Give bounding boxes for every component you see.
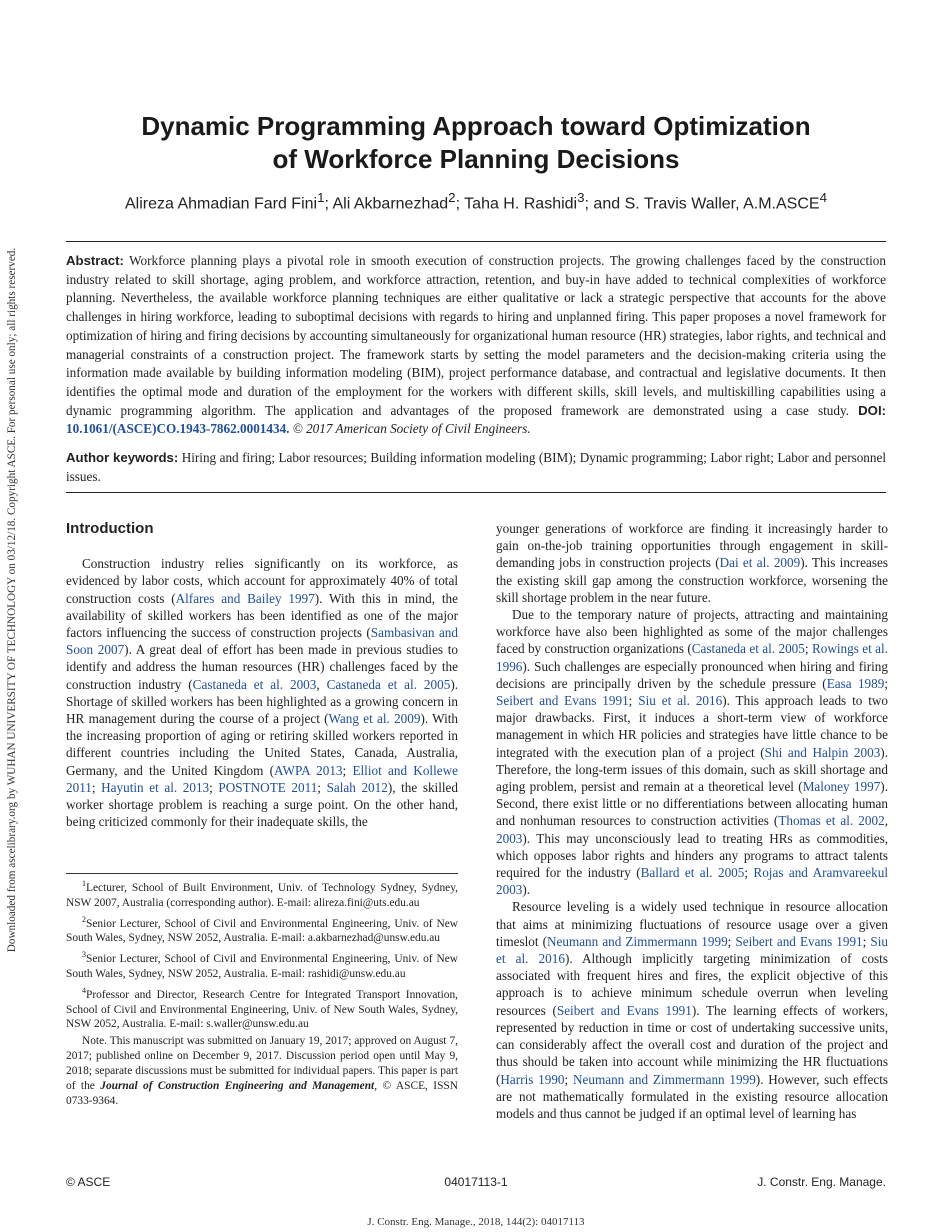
citation-link[interactable]: Thomas et al. 2002 (778, 813, 885, 829)
author-4-mark: 4 (819, 190, 827, 205)
citation-link[interactable]: Wang et al. 2009 (328, 711, 421, 727)
author-1: Alireza Ahmadian Fard Fini (124, 195, 318, 213)
author-3-mark: 3 (577, 190, 585, 205)
abstract-bottom-rule (66, 492, 886, 493)
intro-paragraph-1: Construction industry relies significantly on its workforce, as evidenced by labor costs, which account for approximately 40% of total construction costs (Alfares and Bailey 1997). With this in mind, the availability of skilled workers has been identified as one of the major factors influencing the success of construction projects (Sambasivan and Soon 2007). A great deal of effort has been made in previous studies to identify and address the human resources (HR) challenges faced by the construction industry (Castaneda et al. 2003, Castaneda et al. 2005). Shortage of skilled workers has been highlighted as a growing concern in HR management during the course of a project (Wang et al. 2009). With the increasing proportion of aging or retiring skilled workers reported in different countries including the United States, Canada, Australia, Germany, and the United Kingdom (AWPA 2013; Elliot and Kollewe 2011; Hayutin et al. 2013; POSTNOTE 2011; Salah 2012), the skilled worker shortage problem is reaching a surge point. On the other hand, being criticized commonly for their inadequate skills, the (66, 556, 459, 830)
citation-link[interactable]: Neumann and Zimmermann 1999 (546, 933, 728, 949)
footer-copyright: © ASCE (66, 1175, 111, 1189)
abstract-text: Workforce planning plays a pivotal role in smooth execution of construction projects. The growing challenges faced by the construction industry related to skill shortage, aging problem, and workforce attraction, retention, and buy-in have added to technical complexities of workforce planning. Nevertheless, the available workforce planning techniques are either qualitative or lack a strategic perspective that accounts for the above challenges in hiring workforce, leading to suboptimal decisions with regards to hiring and unplanned firing. This paper proposes a novel framework for optimization of hiring and firing decisions by accounting simultaneously for organizational human resource (HR) strategies, labor rights, and technical and managerial constraints of a construction project. The framework starts by setting the model parameters and the decision-making criteria using the information made available by building information modeling (BIM), project performance database, and contractual and legislative documents. It then identifies the optimal mode and duration of the employment for the workers with different skills, skill levels, and multiskilling capabilities using a dynamic programming algorithm. The application and advantages of the proposed framework are demonstrated using a case study. (66, 253, 886, 418)
intro-paragraph-continued: younger generations of workforce are finding it increasingly harder to gain on-the-job training opportunities through engagement in skill-demanding jobs in construction projects (Dai et al. 2009). This increases the existing skill gap among the construction workforce, worsening the skill shortage problem in the near future. (496, 521, 888, 605)
author-2: ; Ali Akbarnezhad (324, 195, 449, 213)
journal-name: Journal of Construction Engineering and Management (100, 1080, 375, 1093)
citation-link[interactable]: Neumann and Zimmermann 1999 (572, 1071, 756, 1087)
citation-link[interactable]: Easa 1989 (826, 675, 885, 691)
footnote-4: $^4$Professor and Director, Research Centre for Integrated Transport Innovation, School of Civil and Environmental Engineering, Univ. of New South Wales, Sydney, NSW 2052, Australia. E-mail: s.waller@unsw.edu.au (66, 985, 458, 1031)
citation-link[interactable]: Elliot and Kollewe 2011 (66, 762, 458, 795)
paper-title (66, 110, 886, 176)
title-line-1: Dynamic Programming Approach toward Optimization (141, 111, 811, 141)
citation-link[interactable]: Rojas and Aramvareekul 2003 (496, 865, 888, 898)
footer-journal: J. Constr. Eng. Manage. (757, 1175, 886, 1189)
title-line-2: of Workforce Planning Decisions (272, 144, 680, 174)
citation-link[interactable]: 2003 (496, 830, 523, 846)
footnote-1: $^1$Lecturer, School of Built Environment, Univ. of Technology Sydney, Sydney, NSW 2007, Australia (corresponding author). E-mail: alireza.fini@uts.edu.au (66, 879, 458, 909)
citation-link[interactable]: Siu et al. 2016 (638, 693, 723, 709)
footnotes (66, 877, 458, 1111)
citation-link[interactable]: Castaneda et al. 2005 (691, 641, 805, 657)
citation-link[interactable]: Harris 1990 (500, 1071, 565, 1087)
section-heading-introduction: Introduction (66, 520, 154, 537)
citation-link[interactable]: Seibert and Evans 1991 (735, 933, 863, 949)
footnote-rule (66, 873, 458, 874)
footer-article-number: 04017113-1 (444, 1175, 508, 1189)
abstract-top-rule (66, 241, 886, 242)
footnote-3: $^3$Senior Lecturer, School of Civil and Environmental Engineering, Univ. of New South Wales, Sydney, NSW 2052, Australia. E-mail: rashidi@unsw.edu.au (66, 950, 458, 980)
abstract-label: Abstract: (66, 253, 124, 268)
intro-paragraph-2: Due to the temporary nature of projects, attracting and maintaining workforce have also been highlighted as some of the major challenges faced by construction organizations (Castaneda et al. 2005; Rowings et al. 1996). Such challenges are especially pronounced when hiring and firing decisions are principally driven by the schedule pressure (Easa 1989; Seibert and Evans 1991; Siu et al. 2016). This approach leads to two major drawbacks. First, it induces a short-term view of workforce management in which HR policies and strategies have little chance to be integrated with the execution plan of a project (Shi and Halpin 2003). Therefore, the long-term issues of this domain, such as skill shortage and aging problem, persist and remain at a theoretical level (Maloney 1997). Second, there exist little or no differentiations between allocating human and nonhuman resources to construction activities (Thomas et al. 2002, 2003). This may unconsciously lead to treating HRs as commodities, which opposes labor rights and hinders any programs to attract talents required for the industry (Ballard et al. 2005; Rojas and Aramvareekul 2003). (496, 607, 888, 898)
author-2-mark: 2 (448, 190, 456, 205)
citation-link[interactable]: Castaneda et al. 2005 (326, 676, 451, 692)
author-1-mark: 1 (317, 190, 325, 205)
keywords-label: Author keywords: (66, 450, 179, 465)
author-list (66, 190, 886, 213)
citation-link[interactable]: Dai et al. 2009 (719, 555, 801, 571)
citation-link[interactable]: Seibert and Evans 1991 (556, 1002, 692, 1018)
citation-line: J. Constr. Eng. Manage., 2018, 144(2): 04017113 (367, 1216, 585, 1228)
right-column (496, 520, 888, 1122)
citation-link[interactable]: Shi and Halpin 2003 (764, 744, 881, 760)
author-keywords (66, 449, 886, 486)
citation-link[interactable]: Castaneda et al. 2003 (192, 676, 317, 692)
citation-link[interactable]: Seibert and Evans 1991 (496, 693, 629, 709)
citation-link[interactable]: Salah 2012 (326, 779, 388, 795)
author-4: ; and S. Travis Waller, A.M.ASCE (584, 195, 820, 213)
doi-label: DOI: (858, 402, 886, 418)
manuscript-note: Note. This manuscript was submitted on January 19, 2017; approved on August 7, 2017; published online on December 9, 2017. Discussion period open until May 9, 2018; separate discussions must be submitted for individual papers. This paper is part of the Journal of Construction Engineering and Management, © ASCE, ISSN 0733-9364. (66, 1035, 458, 1107)
keywords-text: Hiring and firing; Labor resources; Building information modeling (BIM); Dynamic programming; Labor right; Labor and personnel issues. (66, 450, 887, 484)
citation-link[interactable]: AWPA 2013 (274, 762, 343, 778)
citation-link[interactable]: Rowings et al. 1996 (496, 641, 888, 674)
citation-link[interactable]: Ballard et al. 2005 (640, 865, 745, 881)
citation-link[interactable]: Alfares and Bailey 1997 (175, 590, 315, 606)
doi-link[interactable]: 10.1061/(ASCE)CO.1943-7862.0001434. (66, 421, 290, 437)
author-3: ; Taha H. Rashidi (455, 195, 578, 213)
intro-paragraph-3: Resource leveling is a widely used technique in resource allocation that aims at minimizing fluctuations of resource usage over a given timeslot (Neumann and Zimmermann 1999; Seibert and Evans 1991; Siu et al. 2016). Although implicitly targeting minimization of costs associated with frequent hires and fires, the explicit objective of this approach is to achieve minimum schedule overrun when leveling resources (Seibert and Evans 1991). The learning effects of workers, represented by reduction in time or cost of undertaking successive units, can considerably affect the overall cost and duration of the project and thus should be taken into account while minimizing the HR fluctuations (Harris 1990; Neumann and Zimmermann 1999). However, such effects are not mathematically formulated in the existing resource allocation models and thus cannot be judged if an optimal level of learning has (496, 899, 889, 1121)
citation-link[interactable]: POSTNOTE 2011 (218, 779, 318, 795)
download-notice-text: Downloaded from ascelibrary.org by WUHAN UNIVERSITY OF TECHNOLOGY on 03/12/18. Copyright ASCE. For personal use only; all rights reserved. (6, 247, 18, 953)
abstract (66, 252, 886, 439)
download-notice (4, 215, 20, 985)
left-column (66, 520, 458, 830)
citation-link[interactable]: Hayutin et al. 2013 (101, 779, 210, 795)
citation-link[interactable]: Maloney 1997 (802, 779, 881, 795)
copyright-notice: © 2017 American Society of Civil Engineers. (292, 421, 531, 437)
citation-link[interactable]: Sambasivan and Soon 2007 (66, 625, 458, 658)
footnote-2: $^2$Senior Lecturer, School of Civil and Environmental Engineering, Univ. of New South Wales, Sydney, NSW 2052, Australia. E-mail: a.akbarnezhad@unsw.edu.au (66, 914, 458, 945)
citation-link[interactable]: Siu et al. 2016 (496, 933, 888, 967)
